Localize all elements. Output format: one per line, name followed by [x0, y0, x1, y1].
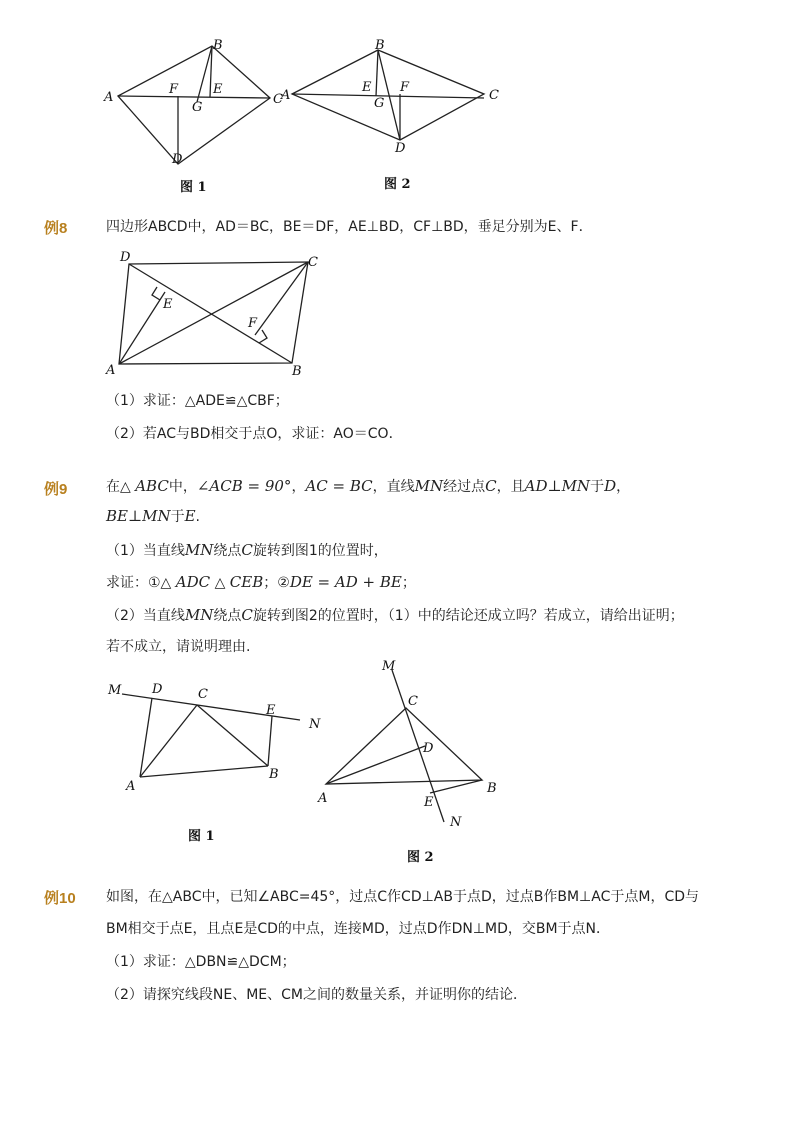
ex9-f2-label-A: A [318, 791, 328, 806]
fig1-label-C: C [273, 92, 283, 107]
example-9-figure-1 [100, 676, 330, 796]
example-10-label: 例10 [44, 890, 76, 907]
ex9-f2-label-C: C [408, 694, 418, 709]
ex8-label-E: E [163, 297, 173, 312]
example-9-figure-1-caption: 图 1 [188, 829, 215, 844]
example-10-question-1: （1）求证：△DBN≌△DCM； [106, 954, 296, 970]
example-8-question-1: （1）求证：△ADE≌△CBF； [106, 393, 289, 409]
ex9-f2-label-D: D [423, 741, 434, 756]
ex9-f1-label-B: B [269, 767, 279, 782]
example-9-line-3: （1）当直线MN绕点C旋转到图1的位置时， [106, 541, 388, 559]
ex9-f2-label-N: N [450, 815, 462, 830]
example-10-line-1: 如图，在△ABC中，已知∠ABC=45°，过点C作CD⊥AB于点D，过点B作BM⊥AC于点M，CD与 [106, 889, 699, 905]
fig2-label-E: E [362, 80, 372, 95]
fig2-label-F: F [400, 80, 410, 95]
fig2-label-G: G [374, 96, 385, 111]
fig2-label-B: B [375, 38, 385, 53]
ex9-f2-label-E: E [424, 795, 434, 810]
ex9-f1-label-E: E [266, 703, 276, 718]
fig2-label-A: A [281, 88, 291, 103]
fig2-label-D: D [395, 141, 406, 156]
example-9-label: 例9 [44, 481, 68, 498]
example-9-line-2: BE⊥MN于E. [106, 507, 200, 525]
fig1-label-B: B [213, 38, 223, 53]
top-figure-1-caption: 图 1 [180, 180, 207, 195]
ex8-label-C: C [308, 255, 318, 270]
fig1-label-D: D [172, 152, 183, 167]
ex9-f1-label-N: N [309, 717, 321, 732]
ex9-f2-label-B: B [487, 781, 497, 796]
example-8-statement: 四边形ABCD中，AD＝BC，BE＝DF，AE⊥BD，CF⊥BD，垂足分别为E、F． [106, 219, 593, 235]
ex8-label-B: B [292, 364, 302, 379]
fig1-label-E: E [213, 82, 223, 97]
ex9-f1-label-C: C [198, 687, 208, 702]
ex9-f1-label-A: A [126, 779, 136, 794]
top-figure-2 [278, 36, 508, 161]
ex9-f2-label-M: M [382, 659, 396, 674]
example-9-line-4: 求证：①△ ADC △ CEB；②DE = AD + BE； [106, 573, 416, 591]
top-figure-1 [100, 36, 300, 171]
ex9-f1-label-D: D [152, 682, 163, 697]
example-9-line-5: （2）当直线MN绕点C旋转到图2的位置时，（1）中的结论还成立吗？若成立，请给出证明； [106, 606, 684, 624]
ex8-label-F: F [248, 316, 258, 331]
fig1-label-A: A [104, 90, 114, 105]
example-10-line-2: BM相交于点E，且点E是CD的中点，连接MD，过点D作DN⊥MD，交BM于点N． [106, 921, 611, 937]
example-10-question-2: （2）请探究线段NE、ME、CM之间的数量关系，并证明你的结论． [106, 987, 528, 1003]
example-9-line-6: 若不成立，请说明理由. [106, 639, 251, 655]
fig1-label-G: G [192, 100, 203, 115]
fig1-label-F: F [169, 82, 179, 97]
example-9-line-1: 在△ ABC中，∠ACB = 90°，AC = BC，直线MN经过点C，且AD⊥MN于D， [106, 477, 631, 495]
ex9-f1-label-M: M [108, 683, 122, 698]
fig2-label-C: C [489, 88, 499, 103]
example-9-figure-2-caption: 图 2 [407, 850, 434, 865]
example-8-label: 例8 [44, 220, 68, 237]
example-8-figure [102, 244, 327, 379]
top-figure-2-caption: 图 2 [384, 177, 411, 192]
example-8-question-2: （2）若AC与BD相交于点O，求证：AO＝CO． [106, 426, 403, 442]
ex8-label-A: A [106, 363, 116, 378]
ex8-label-D: D [120, 250, 131, 265]
example-9-figure-2 [312, 656, 517, 831]
